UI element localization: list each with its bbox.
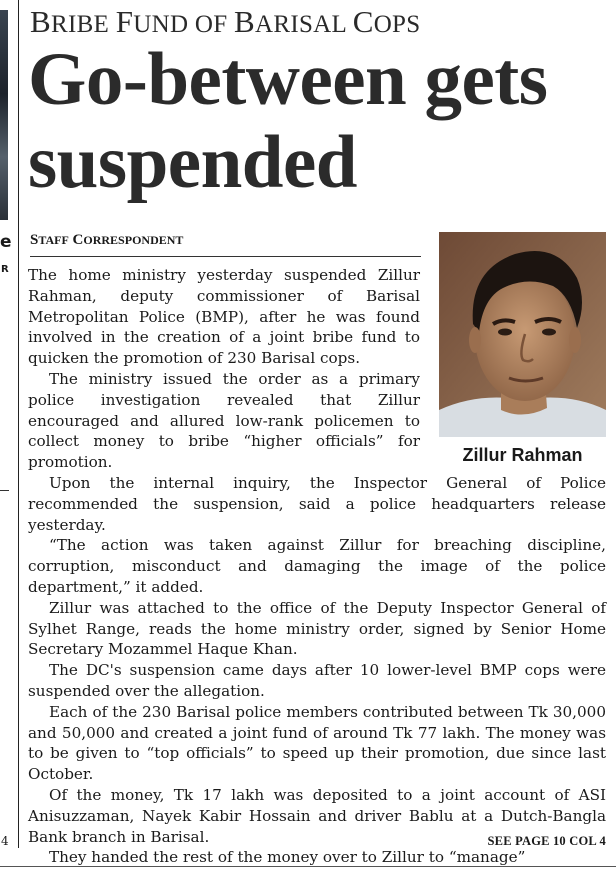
paragraph: Zillur was attached to the office of the Deputy Inspector General of Sylhet Range, reads the home ministry order, signed by Senior Home Secretary Mozammel Haque Khan. [28,598,606,659]
paragraph: Of the money, Tk 17 lakh was deposited to a joint account of ASI Anisuzzaman, Nayek Kabir Hossain and driver Bablu at a Dutch-Bangla Bank branch in Barisal. [28,785,606,846]
adjacent-text-fragment: 4 [1,834,9,848]
paragraph: The DC's suspension came days after 10 lower-level BMP cops were suspended over the allegation. [28,661,606,700]
byline: STAFF CORRESPONDENT [30,232,184,248]
jump-line[interactable]: SEE PAGE 10 COL 4 [487,834,606,848]
paragraph: Each of the 230 Barisal police members contributed between Tk 30,000 and 50,000 and created a joint fund of around Tk 77 lakh. The money was to be given to “top officials” to speed up their promotion, due since last October. [28,702,606,784]
adjacent-photo-fragment [0,10,8,220]
adjacent-column-fragment [0,0,16,887]
paragraph: Upon the internal inquiry, the Inspector General of Police recommended the suspension, said a police headquarters release yesterday. [28,473,606,534]
adjacent-text-fragment: e [0,232,12,252]
kicker: BRIBE FUND OF BARISAL COPS [30,4,421,39]
paragraph: They handed the rest of the money over to Zillur to “manage” [49,848,526,867]
headline: Go-between gets suspended [28,38,548,204]
page-bottom-rule [0,866,616,867]
article-body [28,265,606,868]
paragraph: The ministry issued the order as a primary police investigation revealed that Zillur encouraged and allured low-rank policemen to collect money to bribe “higher officials” for promotion. [28,369,420,472]
paragraph: The home ministry yesterday suspended Zillur Rahman, deputy commissioner of Barisal Metropolitan Police (BMP), after he was found involved in the creation of a joint bribe fund to quicken the promotion of 230 Barisal cops. [28,266,420,368]
byline-rule [30,256,421,257]
adjacent-rule [0,490,9,491]
photo-caption: Zillur Rahman [462,445,583,465]
paragraph: “The action was taken against Zillur for breaching discipline, corruption, misconduct and damaging the image of the police department,” it added. [28,536,606,596]
adjacent-text-fragment: R [1,264,9,275]
photo-wrap-spacer [420,265,606,466]
column-divider [18,0,19,848]
